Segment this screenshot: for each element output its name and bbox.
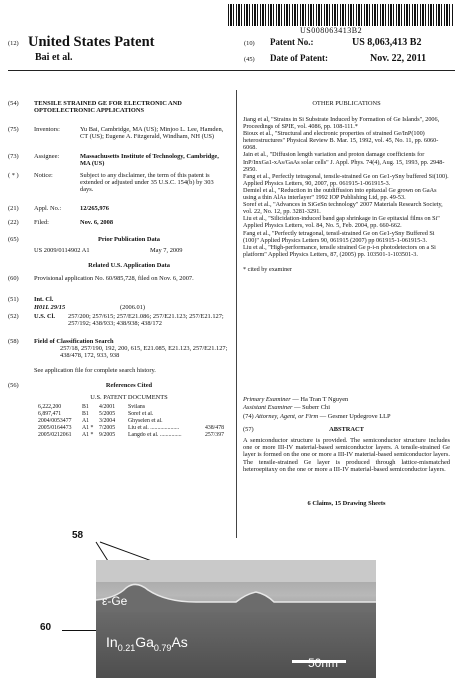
ref-date: 5/2005 — [99, 410, 116, 417]
column-divider — [236, 90, 237, 538]
title-code: (54) — [8, 100, 19, 107]
field-code: (58) — [8, 338, 19, 345]
table-row — [38, 432, 228, 439]
claims-summary: 6 Claims, 15 Drawing Sheets — [307, 500, 386, 507]
barcode — [228, 4, 454, 26]
related-heading: Related U.S. Application Data — [88, 262, 170, 269]
abstract-heading: ABSTRACT — [329, 426, 364, 433]
primary-examiner-label: Primary Examiner — [243, 396, 291, 403]
ge-islands — [96, 560, 376, 620]
ref-name: Ghyselen et al. — [128, 417, 163, 424]
primary-examiner-name: — Ha Tran T Nguyen — [292, 396, 349, 403]
ref-number: 2005/0164473 — [38, 424, 72, 431]
assistant-examiner-name: — Suberr Chi — [294, 404, 330, 411]
attorney — [243, 413, 450, 420]
patent-number: US 8,063,413 B2 — [352, 37, 422, 48]
appl-value: 12/265,976 — [80, 205, 109, 212]
attorney-code: (74) — [243, 413, 254, 420]
document-type: United States Patent — [28, 34, 155, 50]
prior-pub-code: (65) — [8, 236, 19, 243]
prior-pub-number: US 2009/0114902 A1 — [34, 247, 90, 254]
field-code-10: (10) — [244, 40, 255, 47]
ref-number: 6,897,471 — [38, 410, 62, 417]
ref-name: Svilans — [128, 404, 146, 410]
field-code-45: (45) — [244, 56, 255, 63]
ref-name: Langdo et al. ............... — [128, 431, 182, 438]
field-label: Field of Classification Search — [34, 338, 114, 345]
intcl-code-value: H01L 29/15 — [34, 304, 66, 311]
assignee-label: Assignee: — [34, 153, 60, 160]
table-row — [38, 418, 228, 425]
substrate-label-sub2: 0.79 — [153, 642, 172, 653]
ref-kind: A1 * — [82, 431, 94, 438]
ref-number: 2004/0053477 — [38, 417, 72, 424]
ref-class — [194, 411, 224, 418]
refs-subheading: U.S. PATENT DOCUMENTS — [90, 394, 168, 401]
prior-pub-heading: Prior Publication Data — [97, 236, 160, 243]
prior-pub-date: May 7, 2009 — [150, 247, 183, 254]
patent-number-label: Patent No.: — [270, 37, 314, 47]
ref-name: Soref et al. — [128, 410, 154, 417]
primary-examiner — [243, 396, 450, 403]
appl-code: (21) — [8, 205, 19, 212]
ref-number: 6,222,200 — [38, 404, 62, 410]
scale-bar-label: 50nm — [308, 656, 339, 670]
filed-value: Nov. 6, 2008 — [80, 219, 114, 226]
other-pubs-list — [243, 116, 450, 273]
intcl-year: (2006.01) — [120, 304, 146, 311]
list-item: Jain et al., "Diffusion length variation and proton damage coefficients for InP/InxGa1-xAs/GaAs solar cells" J. Appl. Phys. 74(4), Aug. 15, 1993, pp. 2948-2950. — [243, 151, 445, 173]
field-code-12: (12) — [8, 40, 19, 47]
ref-class: 438/478 — [204, 424, 224, 431]
list-item: Fang et al., Perfectly tetragonal, tensile-strained Ge on Ge1-ySny buffered Si(100). Applied Physics Letters, 90, 2007, pp. 061915-1-061915-3. — [243, 172, 449, 187]
list-item: Jiang et al, "Strains in Si Substrate Induced by Formation of Ge Islands", 2006, Proceedings of SPIE, vol. 4086, pp. 108-111.* — [243, 116, 440, 131]
filed-code: (22) — [8, 219, 19, 226]
ref-kind: B1 — [82, 404, 89, 410]
list-item: Soref et al., "Advances in SiGeSn technology" 2007 Materials Research Society, vol. 22, No. 12, pp. 3281-3291. — [243, 201, 443, 216]
table-row — [38, 404, 228, 411]
list-item: Bioux et al., "Structural and electronic properties of strained Ge/InP(100) heterostructures" Physical Review B. Mar. 15, 1992, vol. 45, No. 11, pp. 6060-6068. — [243, 130, 439, 152]
figure-label-58: 58 — [72, 530, 84, 541]
table-row — [38, 425, 228, 432]
ref-kind: A1 * — [82, 424, 94, 431]
inventors-label: Inventors: — [34, 126, 60, 133]
list-item: Fang et al., "Perfectly tetragonal, tensil-strained Ge on Ge1-ySny Buffered Si (100)" Applied Physics Letters 90, 061915 (2007) pp 061915-1-061915-3. — [243, 229, 435, 244]
related-text: Provisional application No. 60/985,728, filed on Nov. 6, 2007. — [34, 275, 194, 282]
substrate-label-ga: Ga — [135, 634, 154, 650]
other-pubs-heading: OTHER PUBLICATIONS — [312, 100, 381, 107]
refs-heading: References Cited — [105, 382, 153, 389]
table-row — [38, 411, 228, 418]
ref-date: 3/2004 — [99, 417, 116, 424]
attorney-label: Attorney, Agent, or Firm — [255, 413, 319, 420]
list-item: Liu et al., "Silicidation-induced band gap shrinkage in Ge epitaxial films on Si" Applied Physics Letters, vol. 84, No. 5, Feb. 2004, pp. 660-662. — [243, 215, 440, 230]
related-code: (60) — [8, 275, 19, 282]
tem-micrograph — [96, 560, 376, 678]
uscl-code: (52) — [8, 313, 19, 320]
assistant-examiner — [243, 404, 450, 411]
refs-table — [38, 404, 228, 439]
date-of-patent: Nov. 22, 2011 — [370, 53, 427, 64]
inventors-code: (75) — [8, 126, 19, 133]
filed-label: Filed: — [34, 219, 49, 226]
ref-name: Liu et al. .................... — [128, 424, 180, 431]
leader-line-60 — [62, 630, 96, 631]
refs-code: (56) — [8, 382, 19, 389]
assignee-value: Massachusetts Institute of Technology, Cambridge, MA (US) — [80, 153, 219, 168]
substrate-label — [106, 634, 188, 653]
appl-label: Appl. No.: — [34, 205, 62, 212]
header-divider — [8, 70, 455, 71]
attorney-name: — Gesmer Updegrove LLP — [319, 413, 391, 420]
intcl-code: (51) — [8, 296, 19, 303]
notice-label: Notice: — [34, 172, 53, 179]
abstract-code: (57) — [243, 426, 254, 433]
ge-layer-label: ε-Ge — [102, 594, 128, 608]
barcode-number: US008063413B2 — [300, 26, 363, 35]
list-item: Demiel et al., "Reduction in the outdiffusion into epitaxial Ge grown on GaAs using a thin AlAs interlayer" 1992 IOP Publishing Ltd, pp. 49-53. — [243, 186, 437, 202]
uscl-value: 257/200; 257/615; 257/E21.086; 257/E21.123; 257/E21.127; 257/192; 438/933; 438/938; 438/172 — [68, 313, 224, 328]
substrate-label-sub1: 0.21 — [117, 642, 136, 653]
ref-number: 2005/0212061 — [38, 431, 72, 438]
ref-class — [194, 418, 224, 425]
substrate-label-in: In — [106, 634, 118, 650]
figure-label-60: 60 — [40, 622, 52, 633]
uscl-label: U.S. Cl. — [34, 313, 55, 320]
intcl-label: Int. Cl. — [34, 296, 54, 303]
list-item: Liu et al., "High-performance, tensile strained Ge p-i-n photodetectors on a Si platform" Applied Physics Letters, 87, (2005) pp. 103501-1-103501-3. — [243, 243, 436, 258]
field-note: See application file for complete search history. — [34, 367, 156, 374]
inventor-short: Bai et al. — [35, 52, 73, 63]
inventors-value: Yu Bai, Cambridge, MA (US); Minjoo L. Lee, Hamden, CT (US); Eugene A. Fitzgerald, Windham, NH (US) — [80, 126, 224, 141]
ref-kind: A1 — [82, 417, 90, 424]
notice-value: Subject to any disclaimer, the term of this patent is extended or adjusted under 35 U.S.C. 154(b) by 303 days. — [80, 172, 214, 194]
assistant-examiner-label: Assistant Examiner — [243, 404, 293, 411]
patent-title: TENSILE STRAINED GE FOR ELECTRONIC AND OPTOELECTRONIC APPLICATIONS — [34, 100, 182, 115]
notice-code: ( * ) — [8, 172, 19, 179]
assignee-code: (73) — [8, 153, 19, 160]
ref-date: 7/2005 — [99, 424, 116, 431]
substrate-label-as: As — [171, 634, 188, 650]
ref-kind: B1 — [82, 410, 89, 417]
field-value: 257/18, 257/190, 192, 200, 615, E21.085, E21.123, 257/E21.127; 438/478, 172, 933, 938 — [60, 345, 228, 360]
date-of-patent-label: Date of Patent: — [270, 53, 328, 63]
cited-note: * cited by examiner — [243, 265, 292, 273]
ref-date: 9/2005 — [99, 431, 116, 438]
ref-class — [194, 404, 224, 411]
abstract-text: A semiconductor structure is provided. The semiconductor structure includes one or more III-IV material-based semiconductor layers. A tensile-strained Ge layer is formed on the one or more a III-IV material-based semiconductor layers. The tensile-strained Ge layer is produced through lattice-mismatched heteroepitaxy on the one or more a III-IV material-based semiconductor layers. — [243, 437, 450, 473]
ref-class: 257/397 — [204, 431, 224, 438]
ref-date: 4/2001 — [99, 404, 116, 410]
